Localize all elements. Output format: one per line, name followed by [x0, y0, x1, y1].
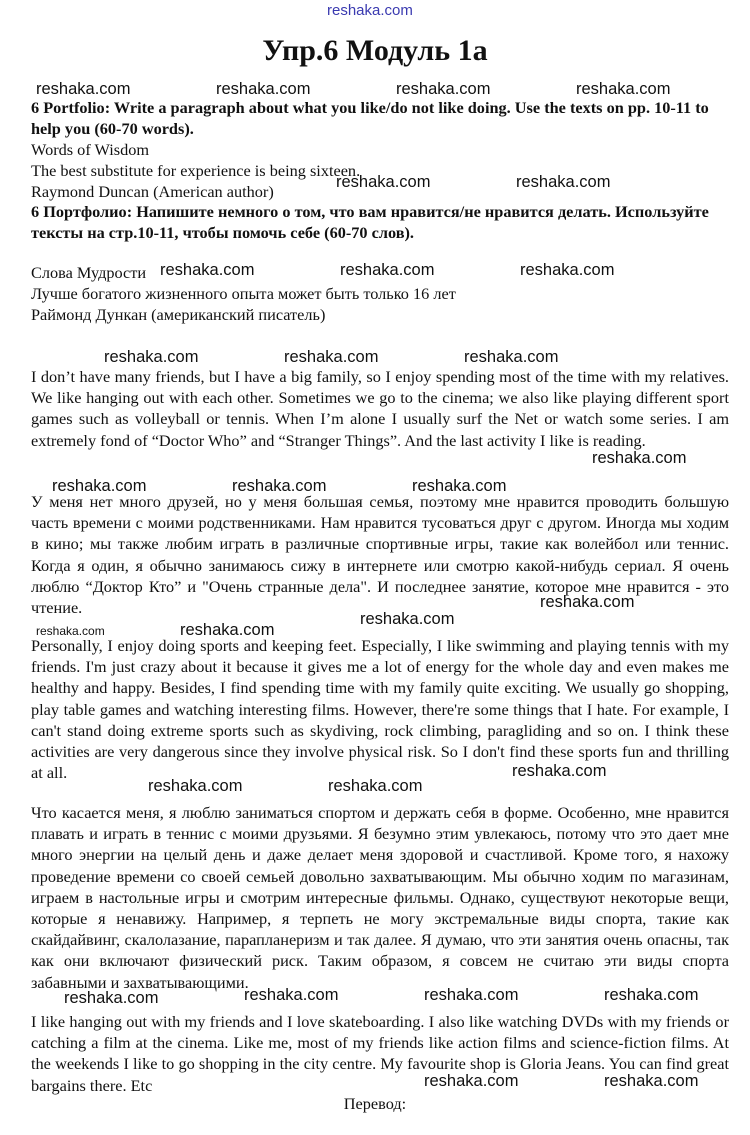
essay-paragraph-en-1: I don’t have many friends, but I have a big family, so I enjoy spending most of the time with my relatives. We like hanging out with each other. Sometimes we go to the cinema; we also like playing different sport games such as volleyball or tennis. When I’m alone I usually surf the Net or watch some series. I am extremely fond of “Doctor Who” and “Stranger Things”. And the last activity I like is reading. [31, 367, 729, 450]
watermark: reshaka.com [360, 610, 455, 628]
watermark: reshaka.com [412, 477, 507, 495]
watermark: reshaka.com [244, 986, 339, 1004]
watermark: reshaka.com [64, 989, 159, 1007]
watermark: reshaka.com [232, 477, 327, 495]
watermark: reshaka.com [148, 777, 243, 795]
quote-ru-text: Лучше богатого жизненного опыта может быть только 16 лет [31, 284, 456, 303]
watermark: reshaka.com [180, 621, 275, 639]
watermark-small: reshaka.com [36, 624, 105, 638]
quote-en-text: The best substitute for experience is being sixteen. [31, 161, 361, 180]
watermark: reshaka.com [540, 593, 635, 611]
watermark: reshaka.com [36, 80, 131, 98]
watermark: reshaka.com [464, 348, 559, 366]
task-en-block [31, 97, 731, 202]
quote-ru-block [31, 262, 731, 325]
quote-ru-author: Раймонд Дункан (американский писатель) [31, 305, 326, 324]
task-ru-block [31, 201, 731, 243]
watermark: reshaka.com [104, 348, 199, 366]
watermark: reshaka.com [284, 348, 379, 366]
watermark: reshaka.com [592, 449, 687, 467]
watermark: reshaka.com [512, 762, 607, 780]
watermark: reshaka.com [424, 986, 519, 1004]
essay-paragraph-ru-2: Что касается меня, я люблю заниматься спортом и держать себя в форме. Особенно, мне нравится плавать и играть в теннис с моими друзьями. Я безумно этим увлекаюсь, потому что это дает мне много энергии на целый день и даже делает меня здоровой и счастливой. Кроме того, я нахожу проведение времени со своей семьей довольно захватывающим. Мы обычно ходим по магазинам, играем в настольные игры и смотрим интересные фильмы. Однако, существуют некоторые вещи, которые я ненавижу. Например, я терпеть не могу экстремальные виды спорта, такие как скайдайвинг, скалолазание, парапланеризм и так далее. Я думаю, что эти занятия очень опасны, так как они включают физический риск. Таким образом, я совсем не считаю эти виды спорта забавными и захватывающими. [31, 803, 729, 992]
watermark: reshaka.com [52, 477, 147, 495]
watermark: reshaka.com [424, 1072, 519, 1090]
essay-paragraph-ru-1: У меня нет много друзей, но у меня большая семья, поэтому мне нравится проводить большую часть времени с моими родственниками. Нам нравится тусоваться друг с другом. Иногда мы ходим в кино; мы также любим играть в различные спортивные игры, такие как волейбол или теннис. Когда я один, я обычно занимаюсь сижу в интернете или смотрю какой-нибудь сериал. Я очень люблю “Доктор Кто” и "Очень странные дела". И последнее занятие, которое мне нравится - это чтение. [31, 492, 729, 618]
watermark-top[interactable]: reshaka.com [327, 2, 413, 19]
watermark: reshaka.com [604, 986, 699, 1004]
watermark: reshaka.com [516, 173, 611, 191]
page-title: Упр.6 Модуль 1а [262, 34, 488, 67]
quote-en-heading: Words of Wisdom [31, 140, 150, 159]
quote-en-author: Raymond Duncan (American author) [31, 182, 274, 201]
watermark: reshaka.com [160, 261, 255, 279]
essay-paragraph-en-3: I like hanging out with my friends and I love skateboarding. I also like watching DVDs with my friends or catching a film at the cinema. Like me, most of my friends like action films and science-fiction films. At the weekends I like to go shopping in the city centre. My favourite shop is Gloria Jeans. You can find great bargains there. Etc [31, 1012, 729, 1095]
watermark: reshaka.com [340, 261, 435, 279]
watermark: reshaka.com [396, 80, 491, 98]
task-ru: 6 Портфолио: Напишите немного о том, что вам нравится/не нравится делать. Используйте тексты на стр.10-11, чтобы помочь себе (60-70 слов). [31, 202, 709, 242]
translation-label: Перевод: [343, 1094, 407, 1113]
essay-paragraph-en-2: Personally, I enjoy doing sports and keeping feet. Especially, I like swimming and playing tennis with my friends. I'm just crazy about it because it gives me a lot of energy for the whole day and even makes me healthy and happy. Besides, I find spending time with my family quite exciting. We usually go shopping, play table games and watching interesting films. However, there're some things that I hate. For example, I can't stand doing extreme sports such as skydiving, rock climbing, paragliding and so on. I think these activities are very dangerous since they involve physical risk. So I don't find these sports fun and thrilling at all. [31, 636, 729, 783]
task-en: 6 Portfolio: Write a paragraph about what you like/do not like doing. Use the texts on pp. 10-11 to help you (60-70 words). [31, 98, 709, 138]
watermark: reshaka.com [216, 80, 311, 98]
watermark: reshaka.com [336, 173, 431, 191]
quote-ru-heading: Слова Мудрости [31, 263, 147, 282]
watermark: reshaka.com [604, 1072, 699, 1090]
watermark: reshaka.com [328, 777, 423, 795]
watermark: reshaka.com [520, 261, 615, 279]
watermark: reshaka.com [576, 80, 671, 98]
